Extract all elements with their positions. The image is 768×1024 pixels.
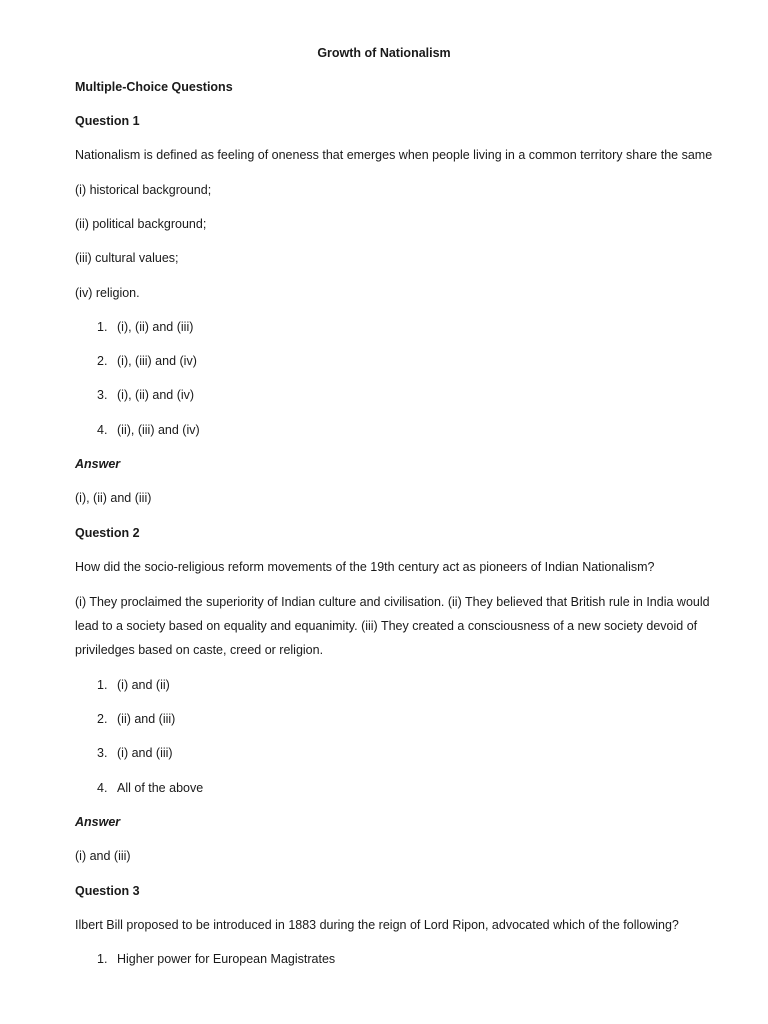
question-1-statement: (iv) religion. <box>75 286 140 300</box>
question-1-option-1 <box>97 319 193 335</box>
question-1-stem: Nationalism is defined as feeling of oneness that emerges when people living in a common territory share the same <box>75 148 713 162</box>
option-text: (i), (ii) and (iii) <box>117 320 194 334</box>
option-number: 4. <box>97 781 108 795</box>
option-text: (i), (iii) and (iv) <box>117 354 197 368</box>
option-number: 2. <box>97 354 108 368</box>
question-2-statements-line: priviledges based on caste, creed or religion. <box>75 643 324 657</box>
option-text: All of the above <box>117 781 204 795</box>
question-1-statement: (iii) cultural values; <box>75 251 179 265</box>
question-1-statement: (ii) political background; <box>75 217 207 231</box>
question-1-heading: Question 1 <box>75 114 140 128</box>
question-3-option-1 <box>97 951 335 967</box>
question-1-answer: (i), (ii) and (iii) <box>75 491 152 505</box>
option-number: 3. <box>97 388 108 402</box>
option-number: 2. <box>97 712 108 726</box>
option-text: (i) and (ii) <box>117 678 170 692</box>
question-2-option-1 <box>97 677 170 693</box>
option-text: (i) and (iii) <box>117 746 173 760</box>
question-2-statements-line: (i) They proclaimed the superiority of Indian culture and civilisation. (ii) They believed that British rule in India would <box>75 595 710 609</box>
question-2-heading: Question 2 <box>75 526 140 540</box>
option-number: 3. <box>97 746 108 760</box>
document-title: Growth of Nationalism <box>317 46 451 60</box>
question-1-statement: (i) historical background; <box>75 183 212 197</box>
question-2-answer-label: Answer <box>75 815 121 829</box>
question-2-option-2 <box>97 711 175 727</box>
question-1-answer-label: Answer <box>75 457 121 471</box>
option-number: 1. <box>97 320 108 334</box>
question-2-answer: (i) and (iii) <box>75 849 131 863</box>
option-text: Higher power for European Magistrates <box>117 952 336 966</box>
question-2-option-3 <box>97 745 173 761</box>
question-1-option-2 <box>97 353 197 369</box>
question-2-statements-line: lead to a society based on equality and equanimity. (iii) They created a consciousness of a new society devoid of <box>75 619 698 633</box>
option-text: (i), (ii) and (iv) <box>117 388 195 402</box>
section-heading: Multiple-Choice Questions <box>75 80 233 94</box>
option-number: 4. <box>97 423 108 437</box>
option-number: 1. <box>97 678 108 692</box>
option-number: 1. <box>97 952 108 966</box>
option-text: (ii), (iii) and (iv) <box>117 423 200 437</box>
question-1-option-3 <box>97 387 194 403</box>
option-text: (ii) and (iii) <box>117 712 176 726</box>
question-3-stem: Ilbert Bill proposed to be introduced in 1883 during the reign of Lord Ripon, advocated which of the following? <box>75 918 679 932</box>
question-1-option-4 <box>97 422 200 438</box>
question-2-option-4 <box>97 780 203 796</box>
question-2-stem: How did the socio-religious reform movements of the 19th century act as pioneers of Indian Nationalism? <box>75 560 655 574</box>
question-3-heading: Question 3 <box>75 884 140 898</box>
